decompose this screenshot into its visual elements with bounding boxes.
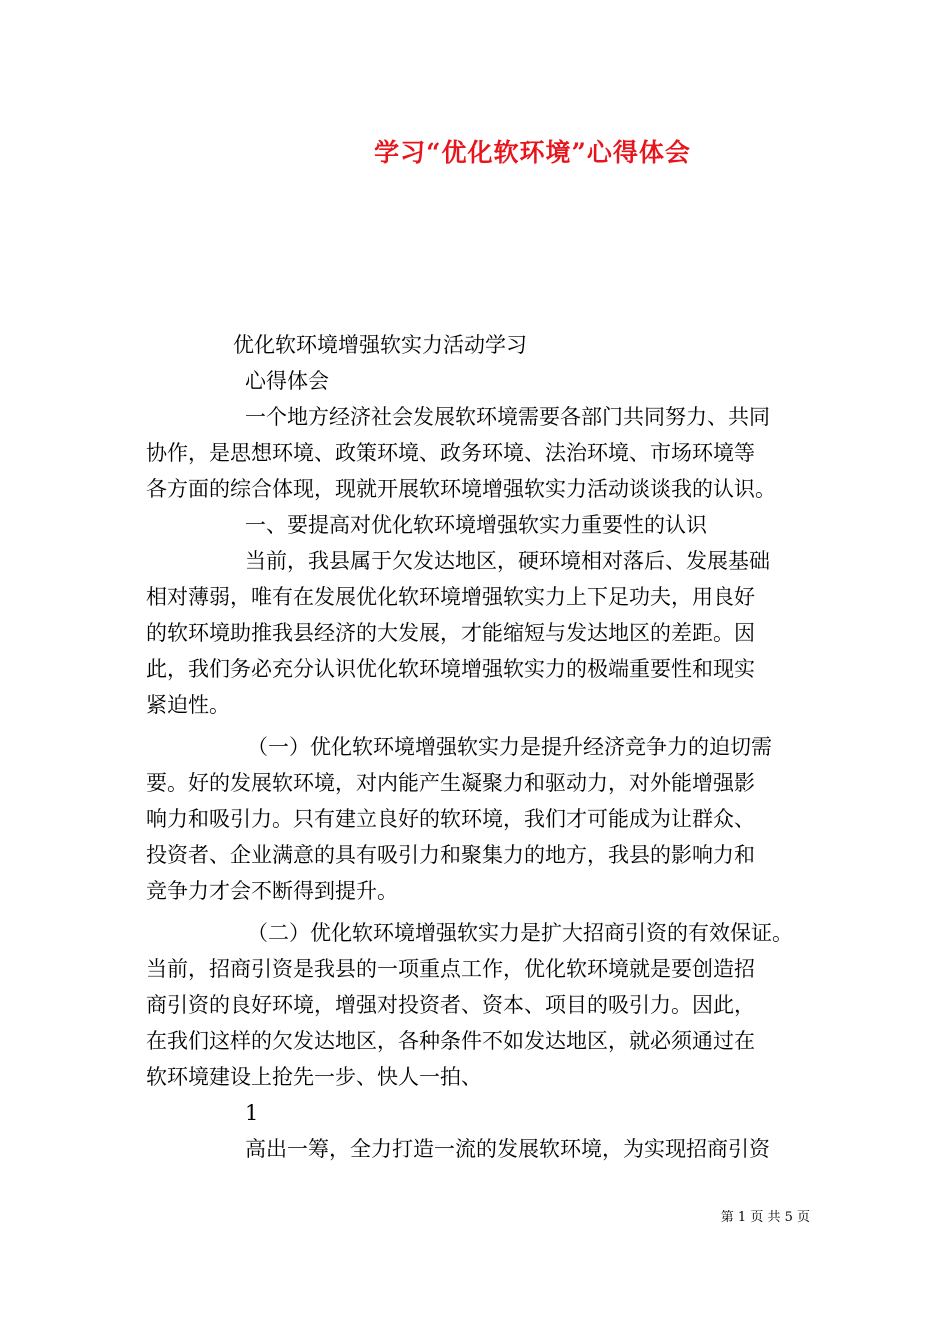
paragraph-line: 当前，我县属于欠发达地区，硬环境相对落后、发展基础 (245, 549, 770, 573)
paragraph-line: 当前，招商引资是我县的一项重点工作，优化软环境就是要创造招 (146, 957, 755, 981)
paragraph-line: 一个地方经济社会发展软环境需要各部门共同努力、共同 (245, 405, 770, 429)
paragraph-line: 投资者、企业满意的具有吸引力和聚集力的地方，我县的影响力和 (146, 843, 755, 867)
paragraph-line: 竞争力才会不断得到提升。 (146, 879, 398, 903)
paragraph-line: 响力和吸引力。只有建立良好的软环境，我们才可能成为让群众、 (146, 807, 755, 831)
paragraph-line: 软环境建设上抢先一步、快人一拍、 (146, 1065, 482, 1089)
subtitle-line-2: 心得体会 (245, 369, 329, 393)
document-title: 学习“优化软环境”心得体会 (374, 138, 691, 167)
paragraph-line: 在我们这样的欠发达地区，各种条件不如发达地区，就必须通过在 (146, 1029, 755, 1053)
paragraph-line: 各方面的综合体现，现就开展软环境增强软实力活动谈谈我的认识。 (146, 477, 776, 501)
paragraph-line: 的软环境助推我县经济的大发展，才能缩短与发达地区的差距。因 (146, 621, 755, 645)
paragraph-line: 此，我们务必充分认识优化软环境增强软实力的极端重要性和现实 (146, 657, 755, 681)
subsection-line: （二）优化软环境增强软实力是扩大招商引资的有效保证。 (247, 921, 793, 945)
subsection-line: （一）优化软环境增强软实力是提升经济竞争力的迫切需 (247, 735, 772, 759)
page-footer: 第 1 页 共 5 页 (720, 1210, 810, 1225)
paragraph-line: 商引资的良好环境，增强对投资者、资本、项目的吸引力。因此， (146, 993, 755, 1017)
paragraph-line: 相对薄弱，唯有在发展优化软环境增强软实力上下足功夫，用良好 (146, 585, 755, 609)
paragraph-line: 协作，是思想环境、政策环境、政务环境、法治环境、市场环境等 (146, 441, 755, 465)
document-body (146, 327, 811, 1167)
paragraph-line: 高出一筹，全力打造一流的发展软环境，为实现招商引资 (245, 1137, 770, 1161)
subtitle-line-1: 优化软环境增强软实力活动学习 (233, 333, 527, 357)
page-marker: 1 (245, 1101, 259, 1125)
paragraph-line: 紧迫性。 (146, 693, 230, 717)
section-heading: 一、要提高对优化软环境增强软实力重要性的认识 (245, 513, 707, 537)
paragraph-line: 要。好的发展软环境，对内能产生凝聚力和驱动力，对外能增强影 (146, 771, 755, 795)
